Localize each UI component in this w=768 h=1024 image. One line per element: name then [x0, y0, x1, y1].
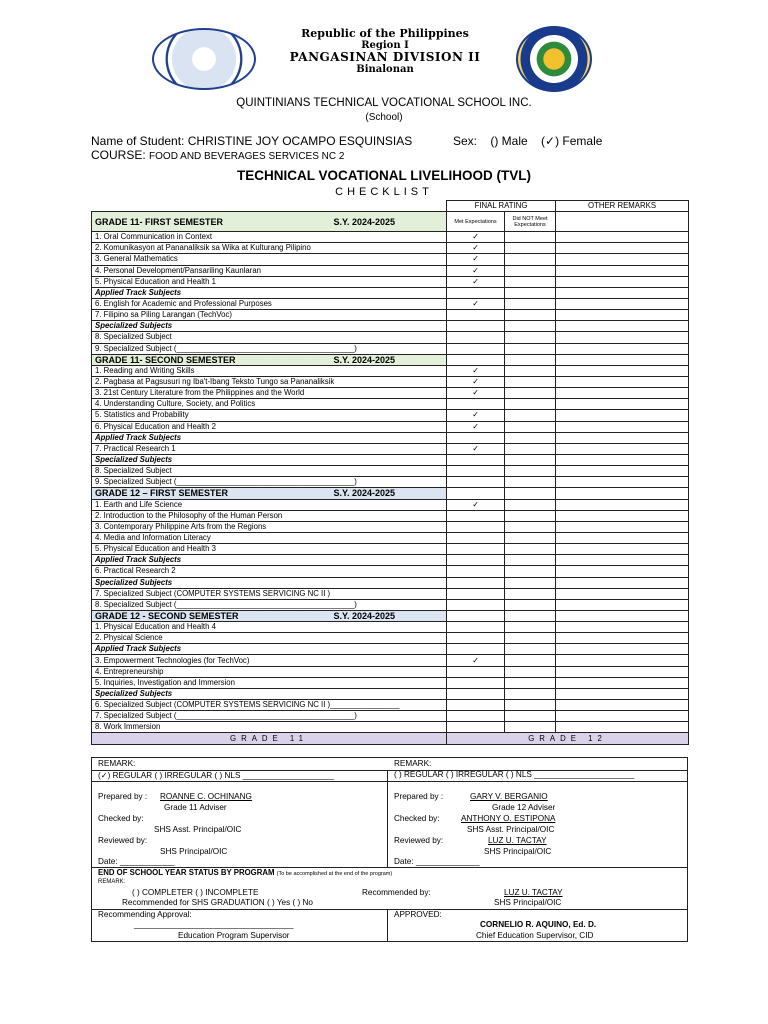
remarks-cell — [556, 700, 689, 711]
subject-name: 5. Inquiries, Investigation and Immersion — [92, 677, 447, 688]
met-check-cell — [447, 722, 505, 733]
subject-name: 3. Contemporary Philippine Arts from the Regions — [92, 521, 447, 532]
school-year: S.Y. 2024-2025 — [333, 610, 395, 621]
eoy-remark: REMARK: — [98, 879, 126, 885]
category-row — [92, 555, 689, 566]
met-check-cell: ✓ — [447, 388, 505, 399]
subject-row — [92, 622, 689, 633]
not-met-cell — [505, 254, 556, 265]
not-met-cell — [505, 243, 556, 254]
remarks-cell — [556, 521, 689, 532]
subject-row — [92, 588, 689, 599]
met-check-cell — [447, 399, 505, 410]
subject-name: 4. Entrepreneurship — [92, 666, 447, 677]
subject-row — [92, 655, 689, 666]
final-rating-header: FINAL RATING — [447, 201, 556, 212]
not-met-cell — [505, 410, 556, 421]
recommended-by-role: SHS Principal/OIC — [494, 898, 562, 907]
not-met-cell — [505, 655, 556, 666]
subject-name: 8. Specialized Subject (_________________________________________) — [92, 599, 447, 610]
category-row — [92, 577, 689, 588]
document-subtitle: CHECKLIST — [335, 186, 433, 198]
not-met-cell — [505, 677, 556, 688]
remarks-cell — [556, 298, 689, 309]
not-met-cell — [505, 588, 556, 599]
approver-name: CORNELIO R. AQUINO, Ed. D. — [480, 920, 597, 929]
semester-header-row — [92, 354, 689, 365]
not-met-expectations-header: Did NOT Meet Expectations — [505, 212, 556, 232]
met-check-cell: ✓ — [447, 254, 505, 265]
approval-section — [91, 757, 688, 942]
not-met-cell — [505, 365, 556, 376]
met-check-cell — [447, 544, 505, 555]
not-met-cell — [505, 722, 556, 733]
semester-name: GRADE 11- SECOND SEMESTER — [95, 354, 236, 365]
met-check-cell: ✓ — [447, 365, 505, 376]
subject-name: 8. Work Immersion — [92, 722, 447, 733]
subject-row — [92, 711, 689, 722]
student-name-label: Name of Student: — [91, 134, 185, 148]
sex-male-option: () Male — [490, 134, 528, 148]
subject-name: 4. Personal Development/Pansariling Kaunlaran — [92, 265, 447, 276]
letterhead-line-1: Republic of the Philippines — [301, 27, 469, 40]
remarks-cell — [556, 566, 689, 577]
recommending-approval-label: Recommending Approval: — [98, 910, 192, 919]
remarks-cell — [556, 443, 689, 454]
category-row — [92, 644, 689, 655]
not-met-cell — [505, 232, 556, 243]
semester-title — [92, 488, 447, 499]
subject-row — [92, 243, 689, 254]
met-check-cell — [447, 310, 505, 321]
subject-row — [92, 510, 689, 521]
document-title: TECHNICAL VOCATIONAL LIVELIHOOD (TVL) — [237, 168, 531, 183]
subject-name: 8. Specialized Subject — [92, 466, 447, 477]
met-check-cell: ✓ — [447, 421, 505, 432]
g12-reviewed-role: SHS Principal/OIC — [484, 847, 552, 856]
subject-row — [92, 298, 689, 309]
remarks-cell — [556, 655, 689, 666]
sex-female-option: (✓) Female — [541, 134, 603, 148]
met-check-cell: ✓ — [447, 376, 505, 387]
category-row — [92, 688, 689, 699]
not-met-cell — [505, 666, 556, 677]
subject-row — [92, 722, 689, 733]
remarks-cell — [556, 343, 689, 354]
subject-row — [92, 365, 689, 376]
subject-name: 1. Reading and Writing Skills — [92, 365, 447, 376]
not-met-cell — [505, 421, 556, 432]
g11-prepared-label: Prepared by : — [98, 792, 148, 801]
g11-prepared-role: Grade 11 Adviser — [164, 803, 227, 812]
semester-header-row — [92, 212, 689, 232]
subject-name: 2. Physical Science — [92, 633, 447, 644]
met-check-cell — [447, 666, 505, 677]
met-check-cell — [447, 566, 505, 577]
subject-name: 7. Filipino sa Piling Larangan (TechVoc) — [92, 310, 447, 321]
eoy-note: (To be accomplished at the end of the program) — [276, 871, 393, 877]
met-check-cell — [447, 588, 505, 599]
g11-date: Date: ____________ — [98, 857, 175, 866]
sex-line — [453, 134, 602, 148]
subject-row — [92, 443, 689, 454]
not-met-cell — [505, 298, 556, 309]
semester-title — [92, 610, 447, 621]
subject-name: 1. Physical Education and Health 4 — [92, 622, 447, 633]
subject-name: 7. Specialized Subject (COMPUTER SYSTEMS SERVICING NC II ) — [92, 588, 447, 599]
g12-remark-label: REMARK: — [394, 759, 432, 768]
remarks-cell — [556, 588, 689, 599]
student-name: CHRISTINE JOY OCAMPO ESQUINSIAS — [187, 134, 413, 148]
not-met-cell — [505, 510, 556, 521]
not-met-cell — [505, 544, 556, 555]
subject-row — [92, 388, 689, 399]
subject-name: 6. Practical Research 2 — [92, 566, 447, 577]
subject-row — [92, 677, 689, 688]
subject-row — [92, 265, 689, 276]
subject-row — [92, 421, 689, 432]
eoy-title — [98, 868, 392, 877]
g11-remark-label: REMARK: — [98, 759, 136, 768]
not-met-cell — [505, 388, 556, 399]
remarks-cell — [556, 310, 689, 321]
met-check-cell — [447, 532, 505, 543]
subject-row — [92, 276, 689, 287]
remarks-cell — [556, 666, 689, 677]
remarks-cell — [556, 399, 689, 410]
remarks-cell — [556, 477, 689, 488]
remarks-cell — [556, 254, 689, 265]
met-check-cell: ✓ — [447, 243, 505, 254]
letterhead — [0, 22, 768, 82]
not-met-cell — [505, 477, 556, 488]
subject-row — [92, 633, 689, 644]
remarks-cell — [556, 232, 689, 243]
subject-row — [92, 410, 689, 421]
graduation-options: Recommended for SHS GRADUATION ( ) Yes ( ) No — [122, 898, 313, 907]
met-check-cell — [447, 477, 505, 488]
not-met-cell — [505, 399, 556, 410]
subject-name: 5. Statistics and Probability — [92, 410, 447, 421]
met-check-cell — [447, 466, 505, 477]
subject-row — [92, 521, 689, 532]
remarks-cell — [556, 499, 689, 510]
subject-name: 5. Physical Education and Health 3 — [92, 544, 447, 555]
met-expectations-header: Met Expectations — [447, 212, 505, 232]
subject-row — [92, 399, 689, 410]
g11-status: (✓) REGULAR ( ) IRREGULAR ( ) NLS ____________________ — [98, 771, 334, 780]
subject-name: 3. Empowerment Technologies (for TechVoc) — [92, 655, 447, 666]
subject-name: 3. General Mathematics — [92, 254, 447, 265]
subject-name: 7. Specialized Subject (_________________________________________) — [92, 711, 447, 722]
subject-name: 2. Pagbasa at Pagsusuri ng Iba't-Ibang Teksto Tungo sa Pananaliksik — [92, 376, 447, 387]
met-check-cell — [447, 711, 505, 722]
g12-reviewed-name: LUZ U. TACTAY — [488, 836, 547, 845]
met-check-cell: ✓ — [447, 232, 505, 243]
g11-checked-role: SHS Asst. Principal/OIC — [154, 825, 242, 834]
remarks-cell — [556, 243, 689, 254]
subject-name: 8. Specialized Subject — [92, 332, 447, 343]
subject-name: 9. Specialized Subject (_________________________________________) — [92, 477, 447, 488]
subject-row — [92, 532, 689, 543]
not-met-cell — [505, 700, 556, 711]
met-check-cell — [447, 599, 505, 610]
division-seal-icon — [516, 26, 592, 92]
g12-reviewed-label: Reviewed by: — [394, 836, 444, 845]
met-check-cell — [447, 343, 505, 354]
course-label: COURSE: — [91, 148, 146, 162]
g12-checked-label: Checked by: — [394, 814, 440, 823]
subject-row — [92, 310, 689, 321]
deped-seal-icon — [152, 28, 256, 90]
not-met-cell — [505, 566, 556, 577]
remarks-cell — [556, 332, 689, 343]
not-met-cell — [505, 599, 556, 610]
semester-name: GRADE 11- FIRST SEMESTER — [95, 216, 224, 227]
remarks-cell — [556, 276, 689, 287]
recommending-signature-line: ___________________________________ — [134, 920, 294, 929]
category-row — [92, 432, 689, 443]
subject-row — [92, 232, 689, 243]
school-label: (School) — [365, 112, 403, 123]
met-check-cell — [447, 700, 505, 711]
subject-name: 9. Specialized Subject (_________________________________________) — [92, 343, 447, 354]
eps-role: Education Program Supervisor — [178, 931, 290, 940]
subject-name: 6. English for Academic and Professional Purposes — [92, 298, 447, 309]
letterhead-line-4: Binalonan — [356, 64, 414, 75]
not-met-cell — [505, 443, 556, 454]
semester-name: GRADE 12 – FIRST SEMESTER — [95, 488, 229, 499]
school-name: QUINTINIANS TECHNICAL VOCATIONAL SCHOOL INC. — [236, 97, 532, 109]
g11-prepared-name: ROANNE C. OCHINANG — [160, 792, 252, 801]
semester-title — [92, 354, 447, 365]
subject-name: 2. Komunikasyon at Pananaliksik sa Wika at Kulturang Pilipino — [92, 243, 447, 254]
subject-name: 5. Physical Education and Health 1 — [92, 276, 447, 287]
remarks-cell — [556, 410, 689, 421]
met-check-cell — [447, 510, 505, 521]
not-met-cell — [505, 532, 556, 543]
remarks-cell — [556, 544, 689, 555]
subject-name: Applied Track Subjects — [92, 644, 447, 655]
school-year: S.Y. 2024-2025 — [333, 216, 395, 227]
category-row — [92, 321, 689, 332]
subject-row — [92, 544, 689, 555]
remarks-cell — [556, 265, 689, 276]
course-line — [91, 148, 344, 162]
met-check-cell: ✓ — [447, 265, 505, 276]
remarks-cell — [556, 466, 689, 477]
not-met-cell — [505, 310, 556, 321]
subject-name: 1. Oral Communication in Context — [92, 232, 447, 243]
subject-name: 7. Practical Research 1 — [92, 443, 447, 454]
subject-name: 6. Specialized Subject (COMPUTER SYSTEMS SERVICING NC II )________________ — [92, 700, 447, 711]
checklist-table — [91, 200, 689, 745]
not-met-cell — [505, 711, 556, 722]
subject-row — [92, 566, 689, 577]
not-met-cell — [505, 499, 556, 510]
subject-name: Specialized Subjects — [92, 454, 447, 465]
met-check-cell — [447, 633, 505, 644]
subject-name: Specialized Subjects — [92, 321, 447, 332]
remarks-cell — [556, 633, 689, 644]
semester-header-row — [92, 488, 689, 499]
g12-prepared-role: Grade 12 Adviser — [492, 803, 556, 812]
eoy-title-text: END OF SCHOOL YEAR STATUS BY PROGRAM — [98, 868, 275, 877]
subject-row — [92, 477, 689, 488]
not-met-cell — [505, 633, 556, 644]
semester-header-row — [92, 610, 689, 621]
subject-name: 1. Earth and Life Science — [92, 499, 447, 510]
met-check-cell — [447, 677, 505, 688]
grade-level-row — [92, 733, 689, 744]
met-check-cell: ✓ — [447, 655, 505, 666]
remarks-cell — [556, 510, 689, 521]
remarks-cell — [556, 677, 689, 688]
approved-label: APPROVED: — [394, 910, 442, 919]
letterhead-line-3: PANGASINAN DIVISION II — [289, 50, 481, 64]
not-met-cell — [505, 376, 556, 387]
subject-row — [92, 332, 689, 343]
remarks-cell — [556, 599, 689, 610]
not-met-cell — [505, 521, 556, 532]
subject-name: 2. Introduction to the Philosophy of the Human Person — [92, 510, 447, 521]
g12-checked-role: SHS Asst. Principal/OIC — [467, 825, 555, 834]
not-met-cell — [505, 265, 556, 276]
category-row — [92, 287, 689, 298]
remarks-cell — [556, 388, 689, 399]
grade-12-label: GRADE 12 — [447, 733, 689, 744]
met-check-cell: ✓ — [447, 443, 505, 454]
approver-role: Chief Education Supervisor, CID — [476, 931, 594, 940]
not-met-cell — [505, 276, 556, 287]
met-check-cell: ✓ — [447, 298, 505, 309]
school-year: S.Y. 2024-2025 — [333, 354, 395, 365]
met-check-cell: ✓ — [447, 410, 505, 421]
subject-name: 6. Physical Education and Health 2 — [92, 421, 447, 432]
subject-row — [92, 499, 689, 510]
letterhead-line-2: Region I — [361, 40, 409, 51]
g11-checked-label: Checked by: — [98, 814, 144, 823]
met-check-cell: ✓ — [447, 276, 505, 287]
not-met-cell — [505, 466, 556, 477]
subject-name: Applied Track Subjects — [92, 432, 447, 443]
subject-name: Applied Track Subjects — [92, 287, 447, 298]
subject-name: 4. Media and Information Literacy — [92, 532, 447, 543]
subject-row — [92, 666, 689, 677]
g12-date: Date: ______________ — [394, 857, 480, 866]
student-name-line — [91, 134, 412, 148]
remarks-cell — [556, 722, 689, 733]
subject-row — [92, 700, 689, 711]
g12-status: ( ) REGULAR ( ) IRREGULAR ( ) NLS ______________________ — [394, 770, 635, 779]
remarks-cell — [556, 711, 689, 722]
other-remarks-header: OTHER REMARKS — [556, 201, 689, 212]
met-check-cell — [447, 332, 505, 343]
g11-reviewed-label: Reviewed by: — [98, 836, 148, 845]
subject-name: 3. 21st Century Literature from the Philippines and the World — [92, 388, 447, 399]
not-met-cell — [505, 622, 556, 633]
semester-name: GRADE 12 - SECOND SEMESTER — [95, 610, 239, 621]
remarks-cell — [556, 365, 689, 376]
subject-name: Applied Track Subjects — [92, 555, 447, 566]
school-year: S.Y. 2024-2025 — [333, 488, 395, 499]
subject-row — [92, 466, 689, 477]
met-check-cell — [447, 521, 505, 532]
g12-checked-name: ANTHONY O. ESTIPONA — [461, 814, 556, 823]
subject-row — [92, 376, 689, 387]
subject-name: Specialized Subjects — [92, 688, 447, 699]
recommended-by-name: LUZ U. TACTAY — [504, 888, 563, 897]
g12-prepared-label: Prepared by : — [394, 792, 444, 801]
completer-options: ( ) COMPLETER ( ) INCOMPLETE — [132, 888, 259, 897]
g12-prepared-name: GARY V. BERGANIO — [470, 792, 548, 801]
semester-title — [92, 212, 447, 232]
remarks-cell — [556, 532, 689, 543]
course-value: FOOD AND BEVERAGES SERVICES NC 2 — [149, 151, 345, 162]
not-met-cell — [505, 332, 556, 343]
subject-row — [92, 254, 689, 265]
subject-name: Specialized Subjects — [92, 577, 447, 588]
category-row — [92, 454, 689, 465]
recommended-by-label: Recommended by: — [362, 888, 431, 897]
subject-name: 4. Understanding Culture, Society, and Politics — [92, 399, 447, 410]
sex-label: Sex: — [453, 134, 478, 148]
not-met-cell — [505, 343, 556, 354]
g11-reviewed-role: SHS Principal/OIC — [160, 847, 228, 856]
remarks-cell — [556, 376, 689, 387]
met-check-cell: ✓ — [447, 499, 505, 510]
remarks-cell — [556, 622, 689, 633]
subject-row — [92, 599, 689, 610]
met-check-cell — [447, 622, 505, 633]
remarks-cell — [556, 421, 689, 432]
subject-row — [92, 343, 689, 354]
grade-11-label: GRADE 11 — [92, 733, 447, 744]
